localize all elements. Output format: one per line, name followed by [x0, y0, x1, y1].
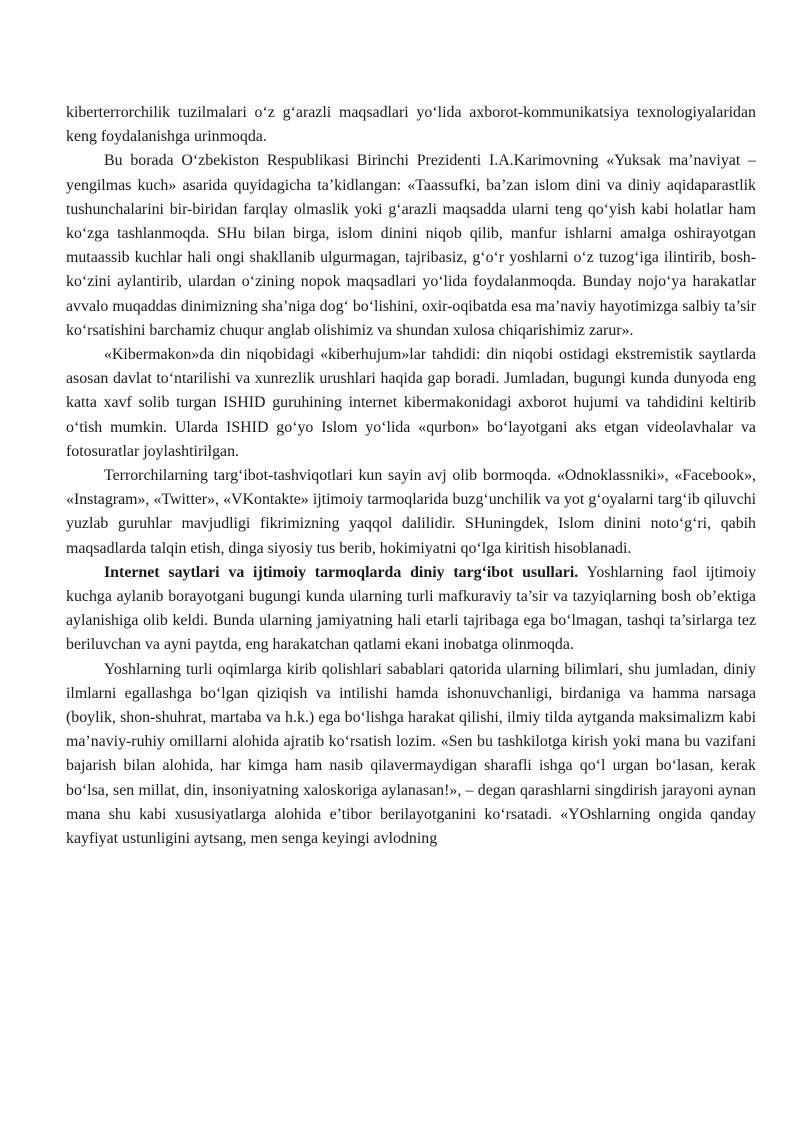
paragraph-karimov-quote	[66, 149, 756, 343]
paragraph-kibermakon	[66, 343, 756, 464]
paragraph-text: Yoshlarning turli oqimlarga kirib qolishlari sabablari qatorida ularning bilimlari, shu jumladan, diniy ilmlarni egallashga boʻlgan qiziqish va intilishi hamda ishonuvchanligi, birdaniga va hamma narsaga (boylik, shon-shuhrat, martaba va h.k.) ega boʻlishga harakat qilishi, ilmiy tilda aytganda maksimalizm kabi ma’naviy-ruhiy omillarni alohida ajratib koʻrsatish lozim. «Sen bu tashkilotga kirish yoki mana bu vazifani bajarish bilan alohida, har kimga ham nasib qilavermaydigan sharafli ishga qoʻl urgan boʻlasan, kerak boʻlsa, sen millat, din, insoniyatning xaloskoriga aylanasan!», – degan qarashlarni singdirish jarayoni aynan mana shu kabi xususiyatlarga alohida e’tibor berilayotganini koʻrsatadi. «YOshlarning ongida qanday kayfiyat ustunligini aytsang, men senga keyingi avlodning	[66, 660, 756, 848]
paragraph-text: Yoshlarning faol ijtimoiy kuchga aylanib borayotgani bugungi kunda ularning turli mafkuraviy ta’sir va tazyiqlarning bosh ob’ektiga aylanishiga olib keldi. Bunda ularning jamiyatning hali etarli tajribaga ega boʻlmagan, tashqi ta’sirlarga tez beriluvchan va ayni paytda, eng harakatchan qatlami ekani inobatga olinmoqda.	[66, 563, 757, 654]
paragraph-text: Terrorchilarning targʻibot-tashviqotlari kun sayin avj olib bormoqda. «Odnoklassniki», «Facebook», «Instagram», «Twitter», «VKontakte» ijtimoiy tarmoqlarida buzgʻunchilik va yot gʻoyalarni targʻib qiluvchi yuzlab guruhlar mavjudligi fikrimizning yaqqol dalilidir. SHuningdek, Islom dinini notoʻgʻri, qabih maqsadlarda talqin etish, dinga siyosiy tus berib, hokimiyatni qoʻlga kiritish hisoblanadi.	[66, 467, 756, 557]
paragraph-text: Bu borada Oʻzbekiston Respublikasi Birinchi Prezidenti I.A.Karimovning «Yuksak ma’naviyat – yengilmas kuch» asarida quyidagicha ta’kidlangan: «Taassufki, ba’zan islom dini va diniy aqidaparastlik tushunchalarini bir-biridan farqlay olmaslik yoki gʻarazli maqsadda ularni teng qoʻyish kabi holatlar ham koʻzga tashlanmoqda. SHu bilan birga, islom dinini niqob qilib, manfur ishlarni amalga oshirayotgan mutaassib kuchlar hali ongi shakllanib ulgurmagan, tajribasiz, gʻoʻr yoshlarni oʻz tuzogʻiga ilintirib, bosh-koʻzini aylantirib, ulardan oʻzining nopok maqsadlari yoʻlida foydalanmoqda. Bunday nojoʻya harakatlar avvalo muqaddas dinimizning sha’niga dogʻ boʻlishini, oxir-oqibatda esa ma’naviy hayotimizga salbiy ta’sir koʻrsatishini barchamiz chuqur anglab olishimiz va shundan xulosa chiqarishimiz zarur».	[66, 152, 756, 339]
paragraph-text: «Kibermakon»da din niqobidagi «kiberhujum»lar tahdidi: din niqobi ostidagi ekstremistik saytlarda asosan davlat toʻntarilishi va xunrezlik urushlari haqida gap boradi. Jumladan, bugungi kunda dunyoda eng katta xavf solib turgan ISHID guruhining internet kibermakonidagi axborot hujumi va tahdidini keltirib oʻtish mumkin. Ularda ISHID goʻyo Islom yoʻlida «qurbon» boʻlayotgani aks etgan videolavhalar va fotosuratlar joylashtirilgan.	[66, 346, 756, 460]
paragraph-yoshlar	[66, 658, 756, 852]
paragraph-continuation	[66, 101, 756, 149]
paragraph-section-internet	[66, 561, 756, 658]
paragraph-text: kiberterrorchilik tuzilmalari oʻz gʻarazli maqsadlari yoʻlida axborot-kommunikatsiya texnologiyalaridan keng foydalanishga urinmoqda.	[66, 104, 756, 146]
section-heading: Internet saytlari va ijtimoiy tarmoqlarda diniy targʻibot usullari.	[104, 563, 579, 581]
paragraph-terrorchilar	[66, 464, 756, 561]
